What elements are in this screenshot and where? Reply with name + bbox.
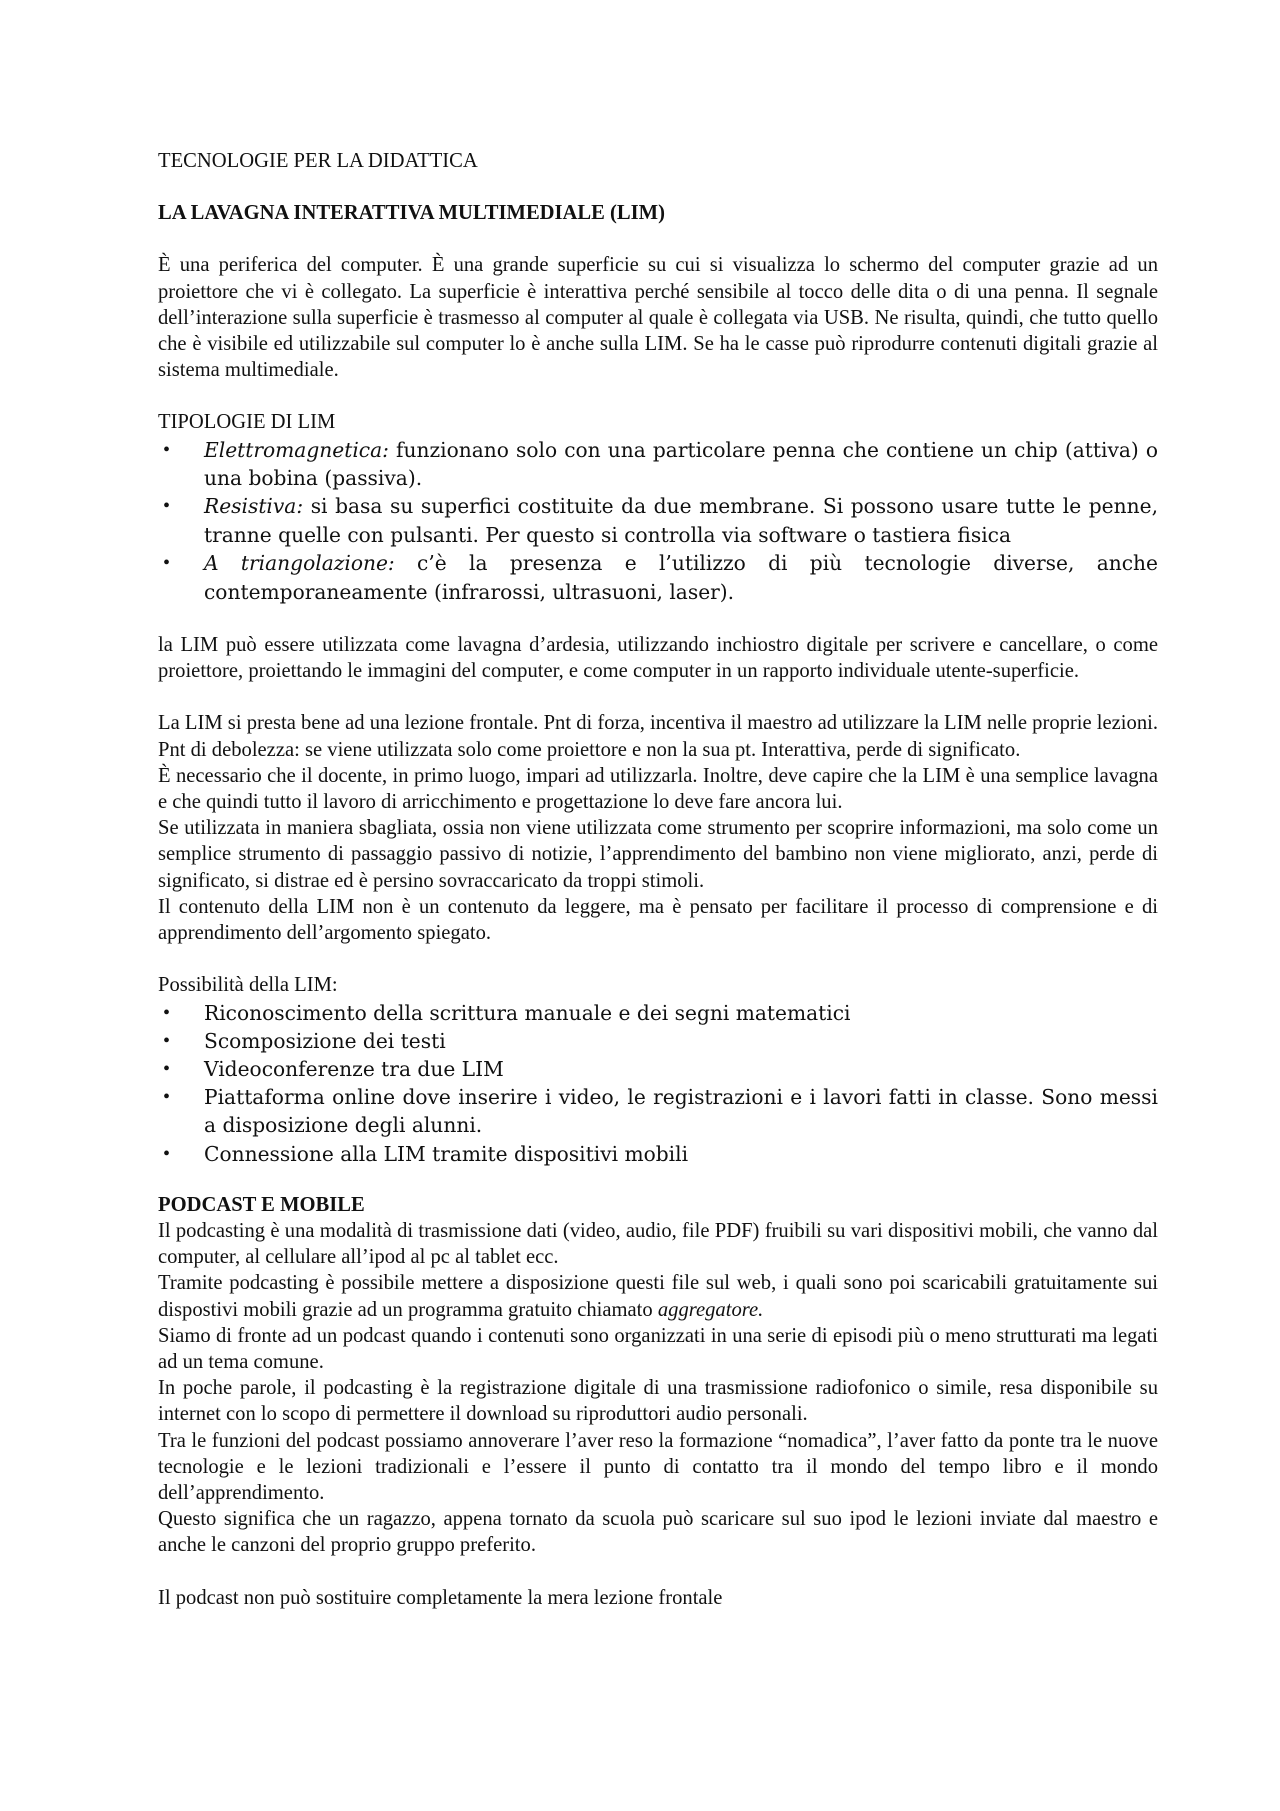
lim-paragraph: Il contenuto della LIM non è un contenuto da leggere, ma è pensato per facilitare il processo di comprensione e di apprendimento dell’argomento spiegato.: [158, 895, 1158, 945]
list-item: [158, 1083, 1158, 1139]
podcast-paragraph-text: Tramite podcasting è possibile mettere a disposizione questi file sul web, i quali sono poi scaricabili gratuitamente sui dispostivi mobili grazie ad un programma gratuito chiamato: [158, 1272, 1158, 1321]
list-item-text: funzionano solo con una particolare penna che contiene un chip (attiva) o una bobina (passiva).: [204, 437, 1158, 491]
lim-heading: LA LAVAGNA INTERATTIVA MULTIMEDIALE (LIM): [158, 202, 665, 225]
list-item: [158, 999, 1158, 1027]
list-item-text: si basa su superfici costituite da due membrane. Si possono usare tutte le penne, tranne quelle con pulsanti. Per questo si controlla via software o tastiera fisica: [204, 494, 1158, 547]
podcast-paragraph: Tra le funzioni del podcast possiamo annoverare l’aver reso la formazione “nomadica”, l’aver fatto da ponte tra le nuove tecnologie e le lezioni tradizionali e l’essere il punto di contatto tra il mondo del tempo libro e il mondo dell’apprendimento.: [158, 1429, 1158, 1504]
lim-paragraph: Se utilizzata in maniera sbagliata, ossia non viene utilizzata come strumento per scoprire informazioni, ma solo come un semplice strumento di passaggio passivo di notizie, l’apprendimento del bambino non viene migliorato, anzi, perde di significato, si distrae ed è persino sovraccaricato da troppi stimoli.: [158, 817, 1158, 892]
list-item-text: c’è la presenza e l’utilizzo di più tecnologie diverse, anche contemporaneamente (infrarossi, ultrasuoni, laser).: [204, 551, 1158, 604]
list-item-text: Connessione alla LIM tramite dispositivi mobili: [204, 1141, 689, 1166]
podcast-paragraph: Siamo di fronte ad un podcast quando i contenuti sono organizzati in una serie di episodi più o meno strutturati ma legati ad un tema comune.: [158, 1324, 1158, 1373]
list-item: [158, 1027, 1158, 1055]
lim-possibilities-heading: Possibilità della LIM:: [158, 974, 338, 997]
bullet-icon: •: [163, 1029, 171, 1052]
podcast-closing: Il podcast non può sostituire completamente la mera lezione frontale: [158, 1586, 723, 1609]
list-item-term: Elettromagnetica:: [204, 437, 389, 462]
lim-paragraph: La LIM si presta bene ad una lezione frontale. Pnt di forza, incentiva il maestro ad utilizzare la LIM nelle proprie lezioni. Pnt di debolezza: se viene utilizzata solo come proiettore e non la sua pt. Interattiva, perde di significato.: [158, 712, 1158, 761]
list-item-text: Piattaforma online dove inserire i video, le registrazioni e i lavori fatti in classe. Sono messi a disposizione degli alunni.: [204, 1085, 1158, 1138]
lim-intro-paragraph: È una periferica del computer. È una grande superficie su cui si visualizza lo schermo del computer grazie ad un proiettore che vi è collegato. La superficie è interattiva perché sensibile al tocco delle dita o di una penna. Il segnale dell’interazione sulla superficie è trasmesso al computer al quale è collegata via USB. Ne risulta, quindi, che tutto quello che è visibile ed utilizzabile sul computer lo è anche sulla LIM. Se ha le casse può riprodurre contenuti digitali grazie al sistema multimediale.: [158, 254, 1158, 382]
podcast-paragraph: [158, 1270, 1158, 1322]
bullet-icon: •: [163, 495, 171, 518]
bullet-icon: •: [163, 552, 171, 575]
list-item: [158, 492, 1158, 549]
list-item-term: A triangolazione:: [204, 551, 395, 576]
bullet-icon: •: [163, 1057, 171, 1080]
lim-types-heading: TIPOLOGIE DI LIM: [158, 411, 336, 434]
podcast-heading: PODCAST E MOBILE: [158, 1193, 365, 1216]
bullet-icon: •: [163, 1086, 171, 1109]
podcast-paragraph: Il podcasting è una modalità di trasmissione dati (video, audio, file PDF) fruibili su vari dispositivi mobili, che vanno dal computer, al cellulare all’ipod al pc al tablet ecc.: [158, 1219, 1158, 1269]
list-item: [158, 549, 1158, 606]
lim-types-list: [158, 436, 1158, 606]
podcast-paragraph-term: aggregatore.: [657, 1298, 764, 1321]
list-item-text: Videoconferenze tra due LIM: [204, 1056, 504, 1081]
list-item-text: Riconoscimento della scrittura manuale e dei segni matematici: [204, 1000, 851, 1025]
lim-possibilities-list: [158, 999, 1158, 1168]
lim-usage-paragraph: la LIM può essere utilizzata come lavagna d’ardesia, utilizzando inchiostro digitale per scrivere e cancellare, o come proiettore, proiettando le immagini del computer, e come computer in un rapporto individuale utente-superficie.: [158, 634, 1158, 683]
bullet-icon: •: [163, 438, 171, 461]
podcast-paragraph: Questo significa che un ragazzo, appena tornato da scuola può scaricare sul suo ipod le lezioni inviate dal maestro e anche le canzoni del proprio gruppo preferito.: [158, 1508, 1158, 1557]
document-title: TECNOLOGIE PER LA DIDATTICA: [158, 150, 478, 172]
list-item-text: Scomposizione dei testi: [204, 1028, 446, 1053]
document-page: [158, 148, 1158, 1611]
bullet-icon: •: [163, 1142, 171, 1165]
list-item-term: Resistiva:: [204, 494, 304, 519]
list-item: [158, 1140, 1158, 1168]
list-item: [158, 436, 1158, 493]
list-item: [158, 1055, 1158, 1083]
bullet-icon: •: [163, 1001, 171, 1024]
lim-paragraph: È necessario che il docente, in primo luogo, impari ad utilizzarla. Inoltre, deve capire che la LIM è una semplice lavagna e che quindi tutto il lavoro di arricchimento e progettazione lo deve fare ancora lui.: [158, 764, 1158, 814]
podcast-paragraph: In poche parole, il podcasting è la registrazione digitale di una trasmissione radiofonico o simile, resa disponibile su internet con lo scopo di permettere il download su riproduttori audio personali.: [158, 1377, 1158, 1426]
